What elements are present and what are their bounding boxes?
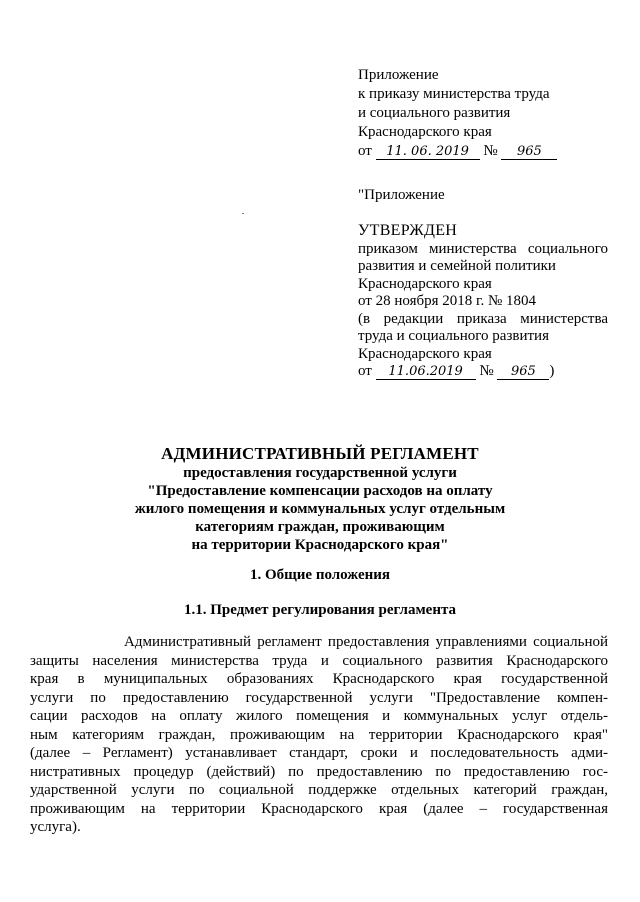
date-prefix: от	[358, 363, 372, 379]
handwritten-date: 11. 06. 2019	[376, 145, 480, 160]
body-line: сации расходов на оплату жилого помещения и коммунальных услуг отдель-	[30, 708, 608, 724]
body-line: Административный регламент предоставления управлениями социальной	[124, 634, 608, 650]
approved-line: развития и семейной политики	[358, 258, 556, 274]
title-sub-line: категориям граждан, проживающим	[195, 519, 445, 535]
approved-line: (в редакции приказа министерства	[358, 310, 608, 327]
approved-line: от 28 ноября 2018 г. № 1804	[358, 293, 537, 309]
body-line: проживающим на территории Краснодарского края (далее – государственная	[30, 800, 608, 817]
title-sub-line: на территории Краснодарского края"	[191, 537, 449, 553]
approved-heading: УТВЕРЖДЕН	[358, 222, 458, 239]
body-line: услуга).	[30, 819, 81, 835]
body-line: ным категориям граждан, проживающим на территории Краснодарского края"	[30, 726, 608, 743]
section-heading: 1. Общие положения	[249, 567, 391, 583]
quote-appendix: "Приложение	[358, 187, 445, 203]
scan-speck	[242, 213, 244, 214]
appendix-line: и социального развития	[358, 105, 511, 121]
title-main: АДМИНИСТРАТИВНЫЙ РЕГЛАМЕНТ	[161, 444, 479, 463]
body-line: (далее – Регламент) устанавливает стандарт, сроки и последовательность адми-	[30, 745, 608, 761]
approved-date-line	[358, 363, 608, 381]
title-sub-line: предоставления государственной услуги	[183, 465, 457, 481]
appendix-line: к приказу министерства труда	[358, 86, 550, 102]
closing-paren: )	[549, 363, 555, 379]
body-line: защиты населения министерства труда и социального развития Краснодарского	[30, 652, 608, 669]
title-sub-line: жилого помещения и коммунальных услуг отдельным	[134, 501, 506, 517]
handwritten-date: 11.06.2019	[376, 365, 476, 380]
approved-block	[358, 222, 608, 381]
body-paragraph	[30, 633, 608, 837]
approved-line: труда и социального развития	[358, 328, 549, 344]
appendix-date-line	[358, 142, 608, 161]
body-line: нистративных процедур (действий) по предоставлению по предоставлению гос-	[30, 763, 608, 780]
number-prefix: №	[479, 363, 494, 379]
approved-line: Краснодарского края	[358, 275, 492, 292]
body-line: края в муниципальных образованиях Краснодарского края государственной	[30, 671, 608, 687]
appendix-line: Приложение	[358, 67, 439, 83]
approved-line: приказом министерства социального	[358, 240, 608, 257]
handwritten-number: 965	[501, 145, 557, 160]
date-prefix: от	[358, 143, 372, 159]
subsection-heading: 1.1. Предмет регулирования регламента	[183, 602, 457, 618]
body-line: ударственной услуги по социальной поддержке отдельных категорий граждан,	[30, 782, 608, 798]
body-line: услуги по предоставлению государственной услуги "Предоставление компен-	[30, 689, 608, 706]
document-title	[40, 444, 600, 554]
number-prefix: №	[483, 143, 498, 159]
approved-line: Краснодарского края	[358, 345, 492, 362]
title-sub-line: "Предоставление компенсации расходов на оплату	[147, 483, 493, 499]
appendix-line: Краснодарского края	[358, 124, 492, 140]
handwritten-number: 965	[497, 365, 549, 380]
appendix-block	[358, 66, 608, 161]
